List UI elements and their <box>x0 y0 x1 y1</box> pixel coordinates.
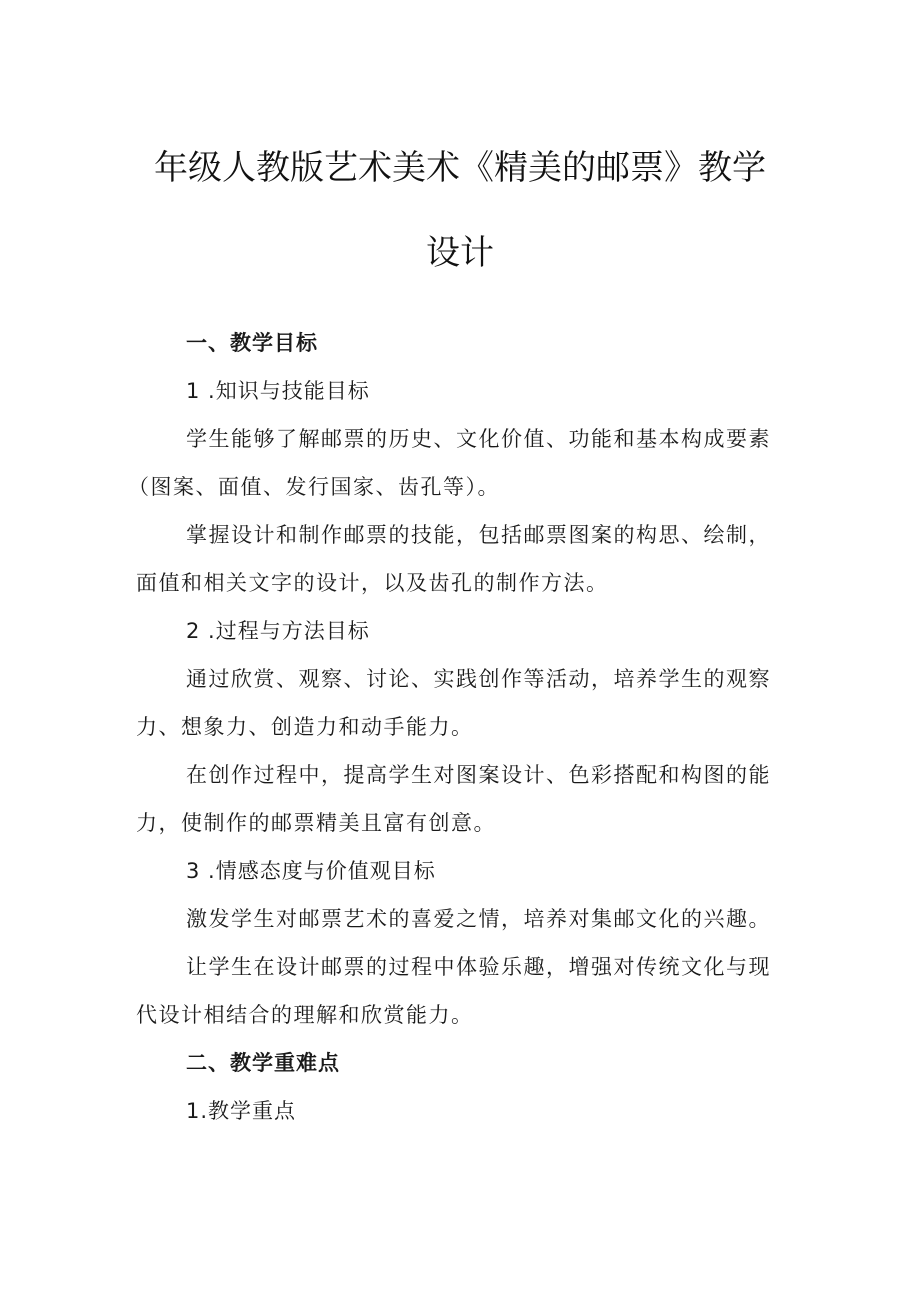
paragraph-line: 让学生在设计邮票的过程中体验乐趣，增强对传统文化与现 <box>186 955 771 979</box>
paragraph-line: 面值和相关文字的设计，以及齿孔的制作方法。 <box>136 571 609 595</box>
subsection-heading-knowledge-skills: 1 .知识与技能目标 <box>186 379 370 403</box>
paragraph-line: 掌握设计和制作邮票的技能，包括邮票图案的构思、绘制， <box>186 523 771 547</box>
paragraph-line: 代设计相结合的理解和欣赏能力。 <box>136 1003 474 1027</box>
section-heading-key-difficulties: 二、教学重难点 <box>186 1051 340 1075</box>
paragraph-line: 在创作过程中，提高学生对图案设计、色彩搭配和构图的能 <box>186 763 771 787</box>
document-title-line-2: 设计 <box>426 233 494 273</box>
section-heading-teaching-objectives: 一、教学目标 <box>186 331 318 355</box>
paragraph-line: 学生能够了解邮票的历史、文化价值、功能和基本构成要素 <box>186 427 771 451</box>
subsection-heading-process-methods: 2 .过程与方法目标 <box>186 619 370 643</box>
paragraph-line: （图案、面值、发行国家、齿孔等）。 <box>128 475 500 499</box>
paragraph-line: 力、想象力、创造力和动手能力。 <box>136 715 474 739</box>
paragraph-line: 通过欣赏、观察、讨论、实践创作等活动，培养学生的观察 <box>186 667 771 691</box>
subsection-heading-attitude-values: 3 .情感态度与价值观目标 <box>186 859 436 883</box>
paragraph-line: 力，使制作的邮票精美且富有创意。 <box>136 811 496 835</box>
subsection-heading-teaching-focus: 1.教学重点 <box>186 1099 297 1123</box>
paragraph-line: 激发学生对邮票艺术的喜爱之情，培养对集邮文化的兴趣。 <box>186 907 771 931</box>
document-title-line-1: 年级人教版艺术美术《精美的邮票》教学 <box>154 148 766 188</box>
